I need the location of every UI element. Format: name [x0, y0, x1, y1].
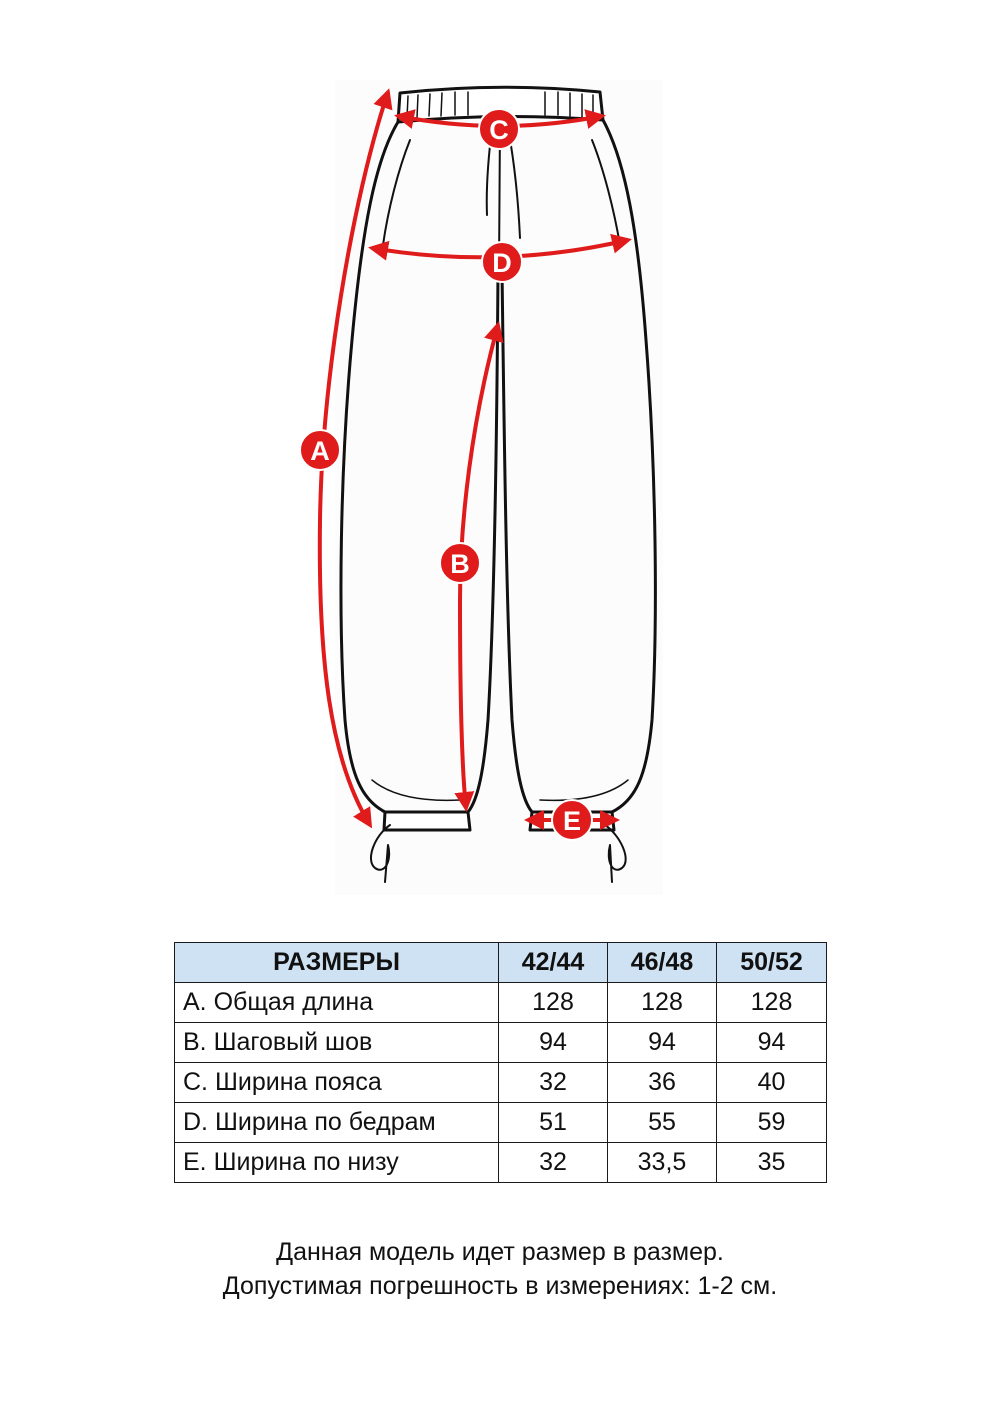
table-row [175, 1023, 827, 1063]
header-size-46-48: 46/48 [608, 943, 717, 983]
header-sizes: РАЗМЕРЫ [175, 943, 499, 983]
marker-b-label: B [450, 549, 470, 579]
marker-d [482, 242, 522, 282]
cell-value: 36 [608, 1063, 717, 1103]
size-table [174, 942, 827, 1183]
fit-note: Данная модель идет размер в размер. [276, 1238, 724, 1266]
row-label: D. Ширина по бедрам [175, 1103, 499, 1143]
row-label: B. Шаговый шов [175, 1023, 499, 1063]
header-size-50-52: 50/52 [717, 943, 827, 983]
cell-value: 59 [717, 1103, 827, 1143]
marker-c [479, 109, 519, 149]
cell-value: 94 [499, 1023, 608, 1063]
marker-e-label: E [562, 806, 582, 836]
cell-value: 40 [717, 1063, 827, 1103]
row-label: A. Общая длина [175, 983, 499, 1023]
cell-value: 35 [717, 1143, 827, 1183]
tolerance-note: Допустимая погрешность в измерениях: 1-2 см. [222, 1272, 778, 1300]
cell-value: 128 [717, 983, 827, 1023]
cell-value: 128 [499, 983, 608, 1023]
marker-e [552, 800, 592, 840]
marker-d-label: D [492, 248, 512, 278]
table-row [175, 983, 827, 1023]
marker-b [440, 543, 480, 583]
cell-value: 94 [608, 1023, 717, 1063]
cell-value: 94 [717, 1023, 827, 1063]
row-label: E. Ширина по низу [175, 1143, 499, 1183]
marker-a [300, 430, 340, 470]
table-row [175, 1103, 827, 1143]
table-row [175, 1143, 827, 1183]
row-label: C. Ширина пояса [175, 1063, 499, 1103]
cell-value: 128 [608, 983, 717, 1023]
cell-value: 55 [608, 1103, 717, 1143]
left-cuff [384, 812, 470, 830]
cell-value: 32 [499, 1063, 608, 1103]
cell-value: 51 [499, 1103, 608, 1143]
marker-c-label: C [489, 115, 509, 145]
marker-a-label: A [310, 436, 330, 466]
table-header-row [175, 943, 827, 983]
header-size-42-44: 42/44 [499, 943, 608, 983]
cell-value: 33,5 [608, 1143, 717, 1183]
table-row [175, 1063, 827, 1103]
cell-value: 32 [499, 1143, 608, 1183]
